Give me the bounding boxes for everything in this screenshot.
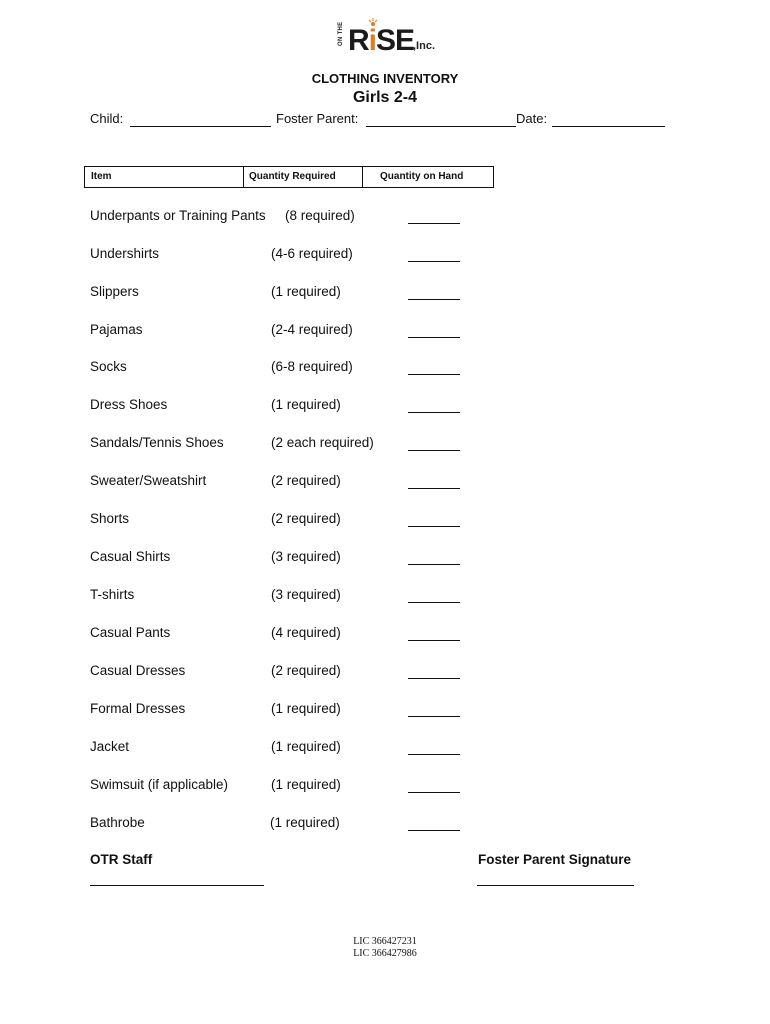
logo-rise-text: RiSE [348, 24, 415, 57]
quantity-on-hand-line[interactable] [408, 602, 460, 603]
item-name: Sweater/Sweatshirt [90, 473, 207, 488]
item-name: Casual Dresses [90, 663, 186, 678]
quantity-on-hand-line[interactable] [408, 488, 460, 489]
quantity-on-hand-line[interactable] [408, 792, 460, 793]
list-item [90, 435, 510, 455]
header-quantity-required: Quantity Required [244, 167, 363, 187]
list-item [90, 739, 510, 759]
quantity-on-hand-line[interactable] [408, 450, 460, 451]
item-name: Sandals/Tennis Shoes [90, 435, 224, 450]
quantity-on-hand-line[interactable] [408, 261, 460, 262]
list-item [90, 208, 510, 228]
item-name: Undershirts [90, 246, 160, 261]
list-item [90, 397, 510, 417]
date-label: Date: [516, 111, 548, 126]
foster-parent-signature-label: Foster Parent Signature [478, 852, 632, 867]
item-required: (2 required) [271, 473, 341, 488]
header-item: Item [85, 167, 244, 187]
list-item [90, 625, 510, 645]
quantity-on-hand-line[interactable] [408, 337, 460, 338]
quantity-on-hand-line[interactable] [408, 374, 460, 375]
list-item [90, 701, 510, 721]
foster-parent-field-line[interactable] [366, 126, 516, 127]
quantity-on-hand-line[interactable] [408, 223, 460, 224]
item-required: (4-6 required) [271, 246, 353, 261]
quantity-on-hand-line[interactable] [408, 299, 460, 300]
item-required: (1 required) [271, 284, 341, 299]
quantity-on-hand-line[interactable] [408, 678, 460, 679]
quantity-on-hand-line[interactable] [408, 830, 460, 831]
item-name: Dress Shoes [90, 397, 168, 412]
document-subtitle: Girls 2-4 [352, 89, 418, 106]
child-field-line[interactable] [130, 126, 271, 127]
on-the-rise-logo [338, 18, 448, 58]
item-name: Bathrobe [90, 815, 145, 830]
item-required: (1 required) [271, 397, 341, 412]
item-required: (1 required) [271, 777, 341, 792]
license-number: LIC 366427986 [353, 948, 417, 959]
item-name: Casual Shirts [90, 549, 171, 564]
item-name: Jacket [90, 739, 130, 754]
item-required: (2 required) [271, 511, 341, 526]
item-required: (1 required) [270, 815, 340, 830]
header-quantity-on-hand: Quantity on Hand [380, 171, 464, 182]
item-required: (2 required) [271, 663, 341, 678]
item-required: (8 required) [285, 208, 355, 223]
date-field-line[interactable] [552, 126, 665, 127]
quantity-on-hand-line[interactable] [408, 564, 460, 565]
foster-parent-label: Foster Parent: [276, 111, 359, 126]
inventory-header-table [84, 166, 494, 188]
list-item [90, 473, 510, 493]
otr-staff-signature-line[interactable] [90, 885, 264, 886]
list-item [90, 587, 510, 607]
item-name: T-shirts [90, 587, 135, 602]
item-name: Shorts [90, 511, 130, 526]
list-item [90, 322, 510, 342]
item-name: Pajamas [90, 322, 143, 337]
logo-inc-text: ,Inc. [413, 40, 436, 52]
item-required: (3 required) [271, 587, 341, 602]
item-name: Formal Dresses [90, 701, 186, 716]
foster-parent-signature-line[interactable] [477, 885, 634, 886]
list-item [90, 815, 510, 835]
document-title: CLOTHING INVENTORY [311, 71, 459, 86]
list-item [90, 511, 510, 531]
item-required: (3 required) [271, 549, 341, 564]
list-item [90, 549, 510, 569]
item-required: (6-8 required) [271, 359, 353, 374]
item-name: Casual Pants [90, 625, 171, 640]
child-label: Child: [90, 111, 124, 126]
item-name: Underpants or Training Pants [90, 208, 266, 223]
item-required: (2-4 required) [271, 322, 353, 337]
quantity-on-hand-line[interactable] [408, 412, 460, 413]
list-item [90, 284, 510, 304]
item-name: Swimsuit (if applicable) [90, 777, 229, 792]
list-item [90, 246, 510, 266]
quantity-on-hand-line[interactable] [408, 716, 460, 717]
item-required: (4 required) [271, 625, 341, 640]
license-number: LIC 366427231 [353, 936, 417, 947]
item-required: (1 required) [271, 701, 341, 716]
list-item [90, 663, 510, 683]
item-name: Socks [90, 359, 127, 374]
item-required: (2 each required) [271, 435, 374, 450]
item-name: Slippers [90, 284, 139, 299]
item-required: (1 required) [271, 739, 341, 754]
quantity-on-hand-line[interactable] [408, 754, 460, 755]
logo-on-the-text: ON THE [338, 21, 344, 46]
license-numbers [0, 936, 770, 960]
otr-staff-label: OTR Staff [90, 852, 153, 867]
quantity-on-hand-line[interactable] [408, 640, 460, 641]
quantity-on-hand-line[interactable] [408, 526, 460, 527]
list-item [90, 777, 510, 797]
list-item [90, 359, 510, 379]
